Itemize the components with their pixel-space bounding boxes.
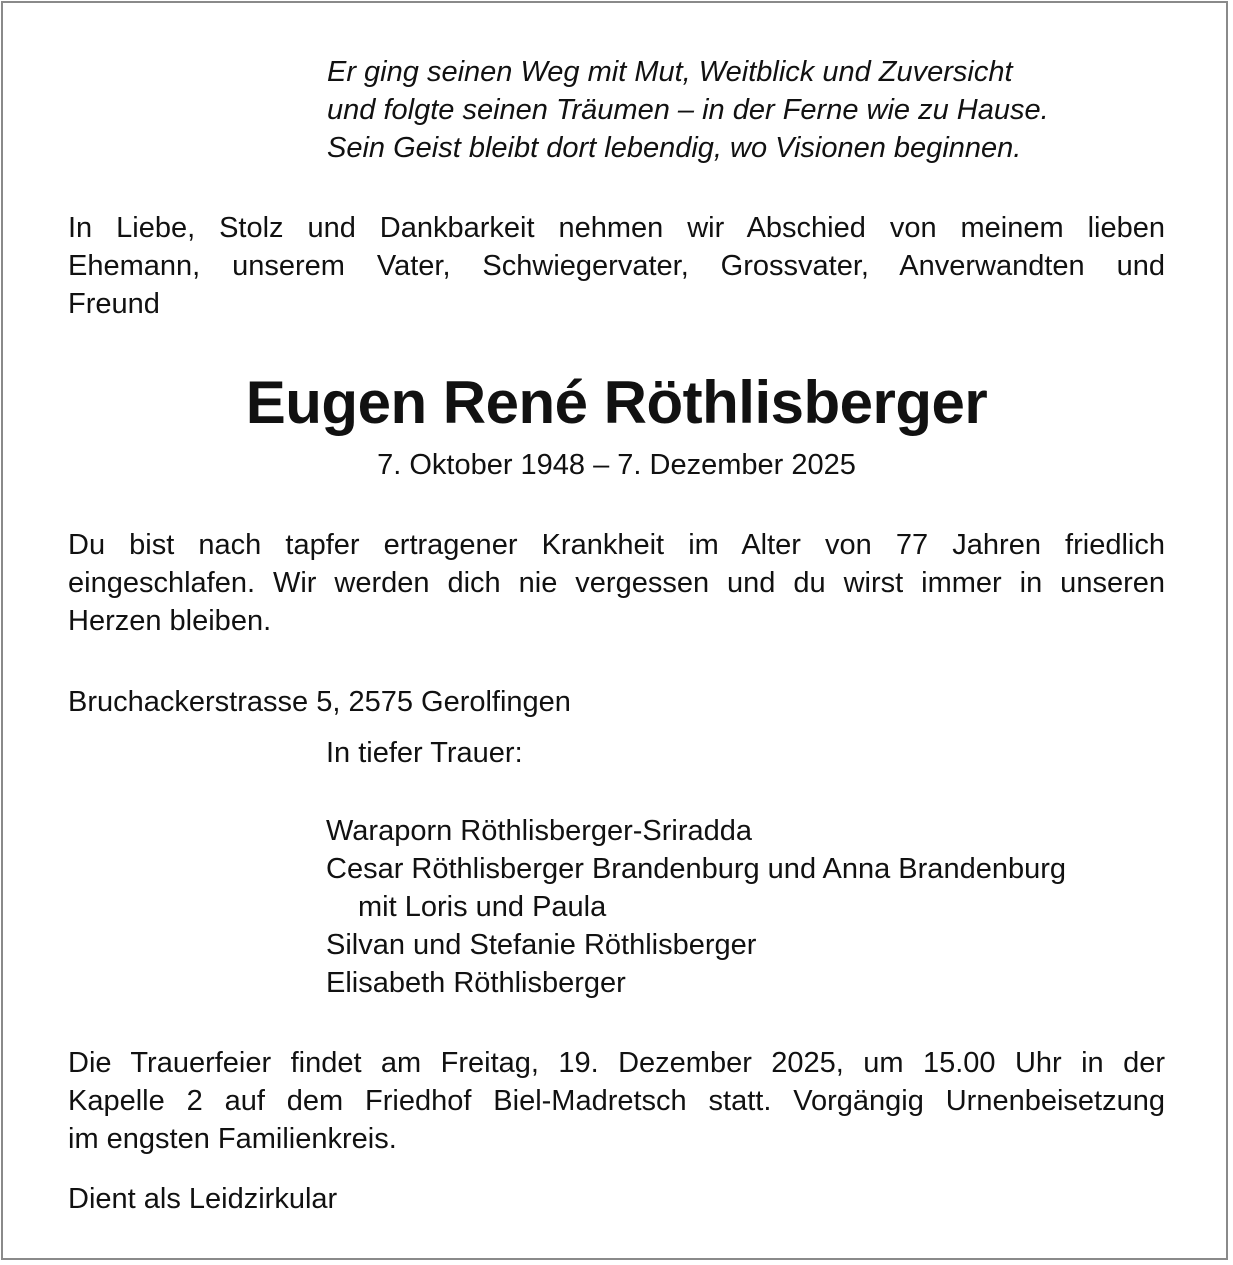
life-dates: 7. Oktober 1948 – 7. Dezember 2025 <box>377 449 856 481</box>
intro-line: Freund <box>68 288 160 320</box>
motto-line: und folgte seinen Träumen – in der Ferne wie zu Hause. <box>327 94 1049 126</box>
mourner-line: Silvan und Stefanie Röthlisberger <box>326 929 757 961</box>
ceremony-line: Kapelle 2 auf dem Friedhof Biel-Madretsch statt. Vorgängig Urnenbeisetzung <box>68 1085 1165 1117</box>
ceremony-line: im engsten Familienkreis. <box>68 1123 397 1155</box>
mourner-line: mit Loris und Paula <box>358 891 607 923</box>
motto-line: Sein Geist bleibt dort lebendig, wo Visionen beginnen. <box>327 132 1022 164</box>
deceased-name: Eugen René Röthlisberger <box>245 369 988 436</box>
mourner-line: Waraporn Röthlisberger-Sriradda <box>326 815 753 847</box>
mourners-heading: In tiefer Trauer: <box>326 737 523 769</box>
intro-line: Ehemann, unserem Vater, Schwiegervater, Grossvater, Anverwandten und <box>68 250 1165 282</box>
message-line: Du bist nach tapfer ertragener Krankheit im Alter von 77 Jahren friedlich <box>68 529 1165 561</box>
ceremony-line: Die Trauerfeier findet am Freitag, 19. Dezember 2025, um 15.00 Uhr in der <box>68 1047 1165 1079</box>
mourner-line: Elisabeth Röthlisberger <box>326 967 626 999</box>
message-line: eingeschlafen. Wir werden dich nie vergessen und du wirst immer in unseren <box>68 567 1165 599</box>
intro-line: In Liebe, Stolz und Dankbarkeit nehmen wir Abschied von meinem lieben <box>68 212 1165 244</box>
message-line: Herzen bleiben. <box>68 605 272 637</box>
mourner-line: Cesar Röthlisberger Brandenburg und Anna Brandenburg <box>326 853 1066 885</box>
footer-note: Dient als Leidzirkular <box>68 1183 338 1215</box>
motto-line: Er ging seinen Weg mit Mut, Weitblick und Zuversicht <box>327 56 1013 88</box>
address: Bruchackerstrasse 5, 2575 Gerolfingen <box>68 686 571 718</box>
